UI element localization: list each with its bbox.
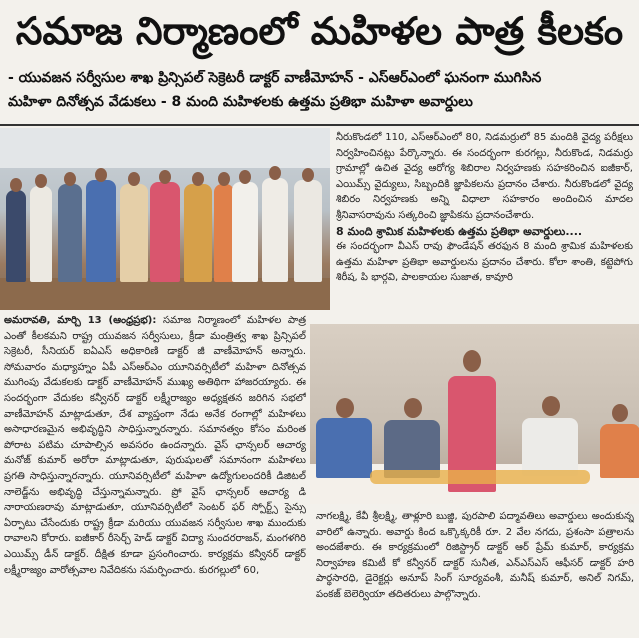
head (612, 404, 628, 422)
subhead-line-2: మహిళా దినోత్సవ వేడుకలు - 8 మంది మహిళలకు ఉత్తమ ప్రతిభా మహిళా అవార్డులు (8, 94, 473, 110)
person (30, 186, 52, 282)
headline: సమాజ నిర్మాణంలో మహిళల పాత్ర కీలకం (15, 8, 624, 53)
article-column-right-top (336, 130, 633, 320)
head (35, 174, 47, 188)
head (404, 398, 422, 418)
head (128, 172, 140, 186)
person (120, 184, 148, 282)
flower-arrangement (370, 470, 590, 484)
person (600, 424, 639, 478)
article-column-right-bottom (316, 509, 634, 635)
person (150, 182, 180, 282)
article-column-left (4, 313, 306, 635)
head (10, 178, 22, 192)
stage-floor (0, 278, 330, 310)
head (239, 170, 251, 184)
person (316, 418, 372, 478)
head (218, 172, 230, 186)
subheadline (8, 66, 632, 114)
dateline: అమరావతి, మార్చి 13 (ఆంధ్రప్రభ): (4, 315, 157, 326)
photo-speaker-panel (310, 324, 639, 504)
person (294, 180, 322, 282)
person (6, 190, 26, 282)
head (336, 398, 354, 418)
paragraph: ఈ సందర్భంగా వీఎస్ రావు ఫౌండేషన్ తరఫున 8 మంది శ్రామిక మహిళలకు ఉత్తమ మహిళా ప్రతిభా అవార్డులను ప్రదానం చేశారు. కోలా శాంతి, కట్టెపోగు శిరీష, పి భార్గవి, పాలకాయల సుజాత, కావూరి (336, 241, 633, 284)
person (86, 180, 116, 282)
person (232, 182, 258, 282)
head (302, 168, 314, 182)
paragraph: సమాజ నిర్మాణంలో మహిళల పాత్ర ఎంతో కీలకమని రాష్ట్ర యువజన సర్వీసులు, క్రీడా మంత్రిత్వ శాఖ ప్రిన్సిపల్ సెక్రెటరీ, సీనియర్ ఐఏఎస్ అధికారిణి డాక్టర్ జీ వాణీమోహన్ అన్నారు. సోమవారం మధ్యాహ్నం ఏపీ ఎస్ఆర్ఎం యూనివర్సిటీలో మహిళా దినోత్సవ ముగింపు వేడుకలకు డాక్టర్ వాణీమోహన్ ముఖ్య అతిథిగా హాజరయ్యారు. ఈ సందర్భంగా వేదుకల కన్వీనర్ డాక్టర్ లక్ష్మీరాజ్యం అధ్యక్షతన జరిగిన సభలో వాణీమోహన్ మాట్లాడుతూ, దేశ వ్యాప్తంగా నేడు అనేక రంగాల్లో మహిళలు అసాధారణమైన అభివృద్ధిని సాధిస్తున్నారన్నారు. సమానత్వం కోసం మరింత పోరాట పటిమ చూపాల్సిన అవసరం ఉందన్నారు. వైస్ ఛాన్సలర్ ఆచార్య మనోజ్ కుమార్ అరోరా మాట్లాడుతూ, పురుషులతో సమానంగా మహిళలు ప్రగతి సాధిస్తున్నారన్నారు. యూనివర్సిటీలో మహిళా ఉద్యోగులందరికీ డిజిటల్ నాలెడ్జ్‌ను అభివృద్ధి చేస్తున్నామన్నారు. ప్రో వైస్ ఛాన్సలర్ ఆచార్య డి నారాయణరావు మాట్లాడుతూ, యూనివర్సిటీలో సెంటర్ ఫర్ స్పోర్ట్స్ సైన్సు ఏర్పాటు చేసేందుకు రాష్ట్ర క్రీడా మరియు యువజన సర్వీసుల శాఖ ముందుకు రావాలని కోరారు. ఐజీకార్ రీసెర్చ్ హెడ్ డాక్టర్ విద్యా సుందరరాజన్, మంగళగిరి ఎయిమ్స్ డీన్ డాక్టర్. దీక్షిత కూడా ప్రసంగించారు. కార్యక్రమ కన్వీనర్ డాక్టర్ లక్ష్మీరాజ్యం వారోత్సవాల నివేదికను సమర్పించారు. కురగల్లులో 60, (4, 315, 306, 576)
person (184, 184, 212, 282)
head (64, 172, 76, 186)
head (192, 172, 204, 186)
head (159, 170, 171, 184)
person (522, 418, 578, 476)
person (58, 184, 82, 282)
divider (0, 124, 639, 126)
subhead-line-1: - యువజన సర్వీసుల శాఖ ప్రిన్సిపల్ సెక్రెటరీ డాక్టర్ వాణీమోహన్ - ఎస్ఆర్ఎంలో ఘనంగా ముగిసిన (8, 70, 542, 86)
paragraph: నాగలక్ష్మి, కేవీ శ్రీలక్ష్మి, తాళ్లూరి బుజ్జి, పురపాలి పద్మావతిలు అవార్డులు అందుకున్న వారిలో ఉన్నారు. అవార్డు కింద ఒక్కొక్కరికీ రూ. 2 వేల నగదు, ప్రశంసా పత్రాలను అందజేశారు. ఈ కార్యక్రమంలో రిజిస్ట్రార్ డాక్టర్ ఆర్ ప్రేమ్ కుమార్, కార్యక్రమ నిర్వాహణ కమిటీ కో కన్వీనర్ డాక్టర్ సునీత, ఎన్ఎస్ఎస్ ఆఫీసర్ డాక్టర్ హరి పార్థసారధి, డైరెక్టర్లు అనూప్ సింగ్ సూర్యవంశీ, మనీష్ కుమార్, అనిల్ నిగమ్, పంకజ్ బెలెర్వియా తదితరులు పాల్గొన్నారు. (316, 511, 634, 600)
photo-stage-group (0, 128, 330, 310)
head (463, 350, 481, 372)
head (542, 396, 560, 416)
person (262, 178, 288, 282)
photo-backdrop (0, 128, 330, 168)
person (214, 184, 234, 282)
head (95, 168, 107, 182)
paragraph: నీరుకొండలో 110, ఎస్ఆర్ఎంలో 80, నిడమర్రులో 85 మందికి వైద్య పరీక్షలు నిర్వహించినట్లు పేర్కొన్నారు. ఈ సందర్భంగా కురగల్లు, నీరుకొండ, నిడమర్రు గ్రామాల్లో ఉచిత వైద్య ఆరోగ్య శిబిరాల నిర్వహణకు సహకరించిన ఐజీకార్, ఎయిమ్స్ వైద్యులు, సిబ్బందికి జ్ఞాపికలను ప్రదానం చేశారు. నీరుకొండలో వైద్య శిబిరం నిర్వహణకు అన్ని విధాలా సహకారం అందించిన మాదల శ్రీనివాసరావును సత్కరించి జ్ఞాపికను ప్రదానంచేశారు. (336, 132, 633, 221)
head (269, 166, 281, 180)
section-subheading: 8 మంది శ్రామిక మహిళలకు ఉత్తమ ప్రతిభా అవార్డులు.... (336, 224, 583, 238)
